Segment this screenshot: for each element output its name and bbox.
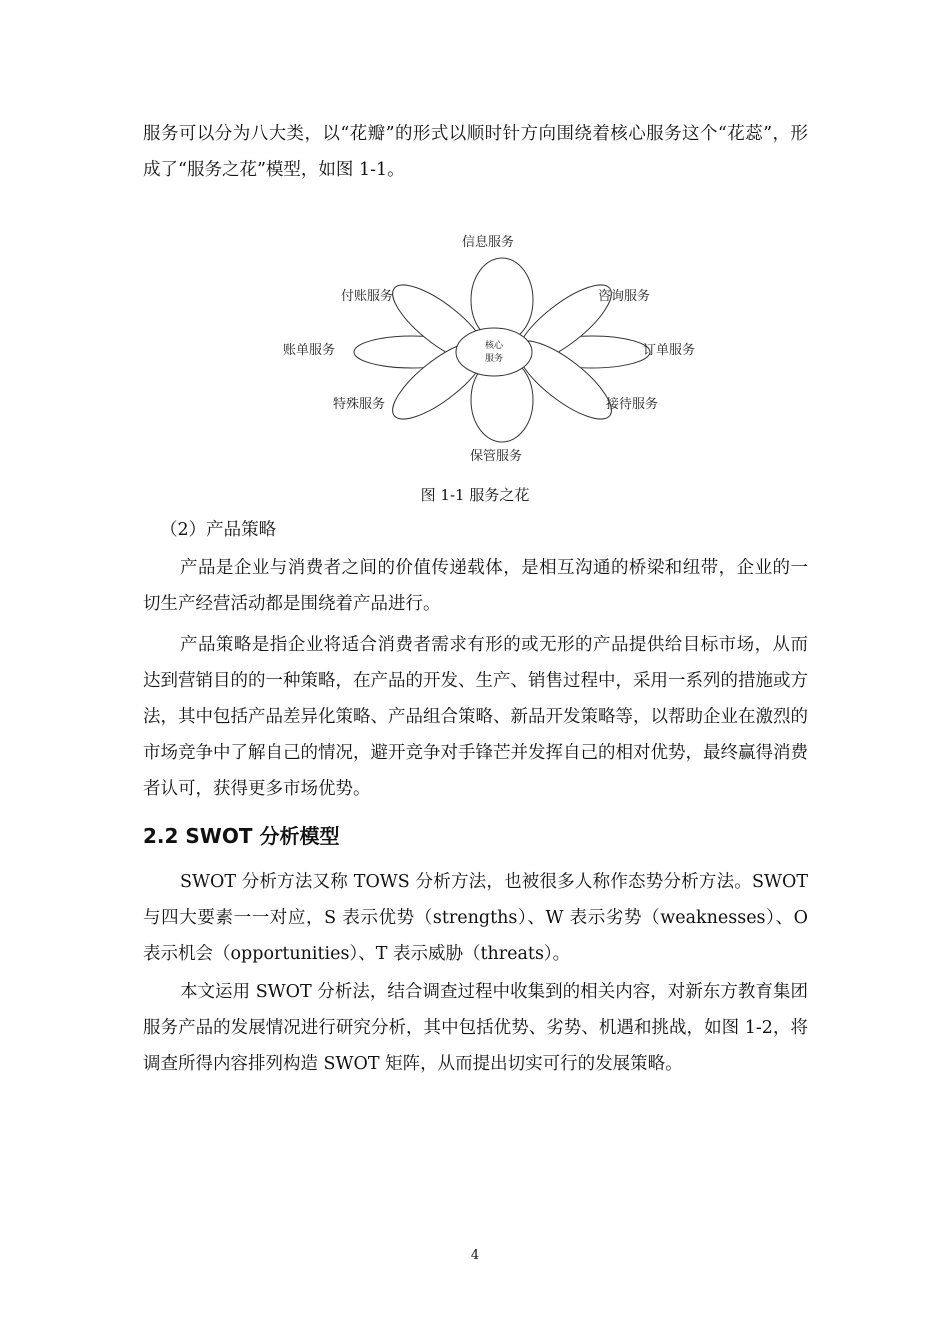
label-bottom: 保管服务 bbox=[469, 449, 523, 464]
product-strategy-heading: （2）产品策略 bbox=[160, 520, 277, 540]
core-label-line1: 核心 bbox=[484, 341, 504, 351]
label-bottom-left: 特殊服务 bbox=[332, 397, 385, 412]
product-paragraph-1: 产品是企业与消费者之间的价值传递载体，是相互沟通的桥梁和纽带，企业的一切生产经营活动都是围绕着产品进行。 bbox=[143, 558, 808, 614]
label-bottom-right: 接待服务 bbox=[606, 397, 659, 412]
service-flower-diagram bbox=[262, 228, 722, 473]
label-left: 账单服务 bbox=[282, 343, 335, 358]
product-paragraph-2: 产品策略是指企业将适合消费者需求有形的或无形的产品提供给目标市场，从而达到营销目的的一种策略，在产品的开发、生产、销售过程中，采用一系列的措施或方法，其中包括产品差异化策略、产品组合策略、新品开发策略等，以帮助企业在激烈的市场竞争中了解自己的情况，避开竞争对手锋芒并发挥自己的相对优势，最终赢得消费者认可，获得更多市场优势。 bbox=[143, 635, 808, 799]
swot-paragraph-2: 本文运用 SWOT 分析法，结合调查过程中收集到的相关内容，对新东方教育集团服务产品的发展情况进行研究分析，其中包括优势、劣势、机遇和挑战，如图 1-2，将调查所得内容排列构造 SWOT 矩阵，从而提出切实可行的发展策略。 bbox=[143, 982, 808, 1074]
label-top-left: 付账服务 bbox=[340, 289, 393, 304]
page-number: 4 bbox=[470, 1248, 480, 1263]
core-circle bbox=[456, 328, 532, 376]
swot-paragraph-1: SWOT 分析方法又称 TOWS 分析方法，也被很多人称作态势分析方法。SWOT 与四大要素一一对应，S 表示优势（strengths）、W 表示劣势（weaknesses）、O 表示机会（opportunities）、T 表示威胁（threats）。 bbox=[143, 872, 808, 964]
figure-caption: 图 1-1 服务之花 bbox=[420, 486, 530, 504]
label-top: 信息服务 bbox=[461, 235, 515, 250]
core-label-line2: 服务 bbox=[484, 354, 504, 364]
intro-paragraph: 服务可以分为八大类，以“花瓣”的形式以顺时针方向围绕着核心服务这个“花蕊”，形成了“服务之花”模型，如图 1-1。 bbox=[143, 124, 808, 180]
label-top-right: 咨询服务 bbox=[598, 289, 651, 304]
label-right: 订单服务 bbox=[643, 343, 696, 358]
section-heading: 2.2 SWOT 分析模型 bbox=[143, 824, 340, 848]
flower-svg bbox=[262, 228, 722, 473]
